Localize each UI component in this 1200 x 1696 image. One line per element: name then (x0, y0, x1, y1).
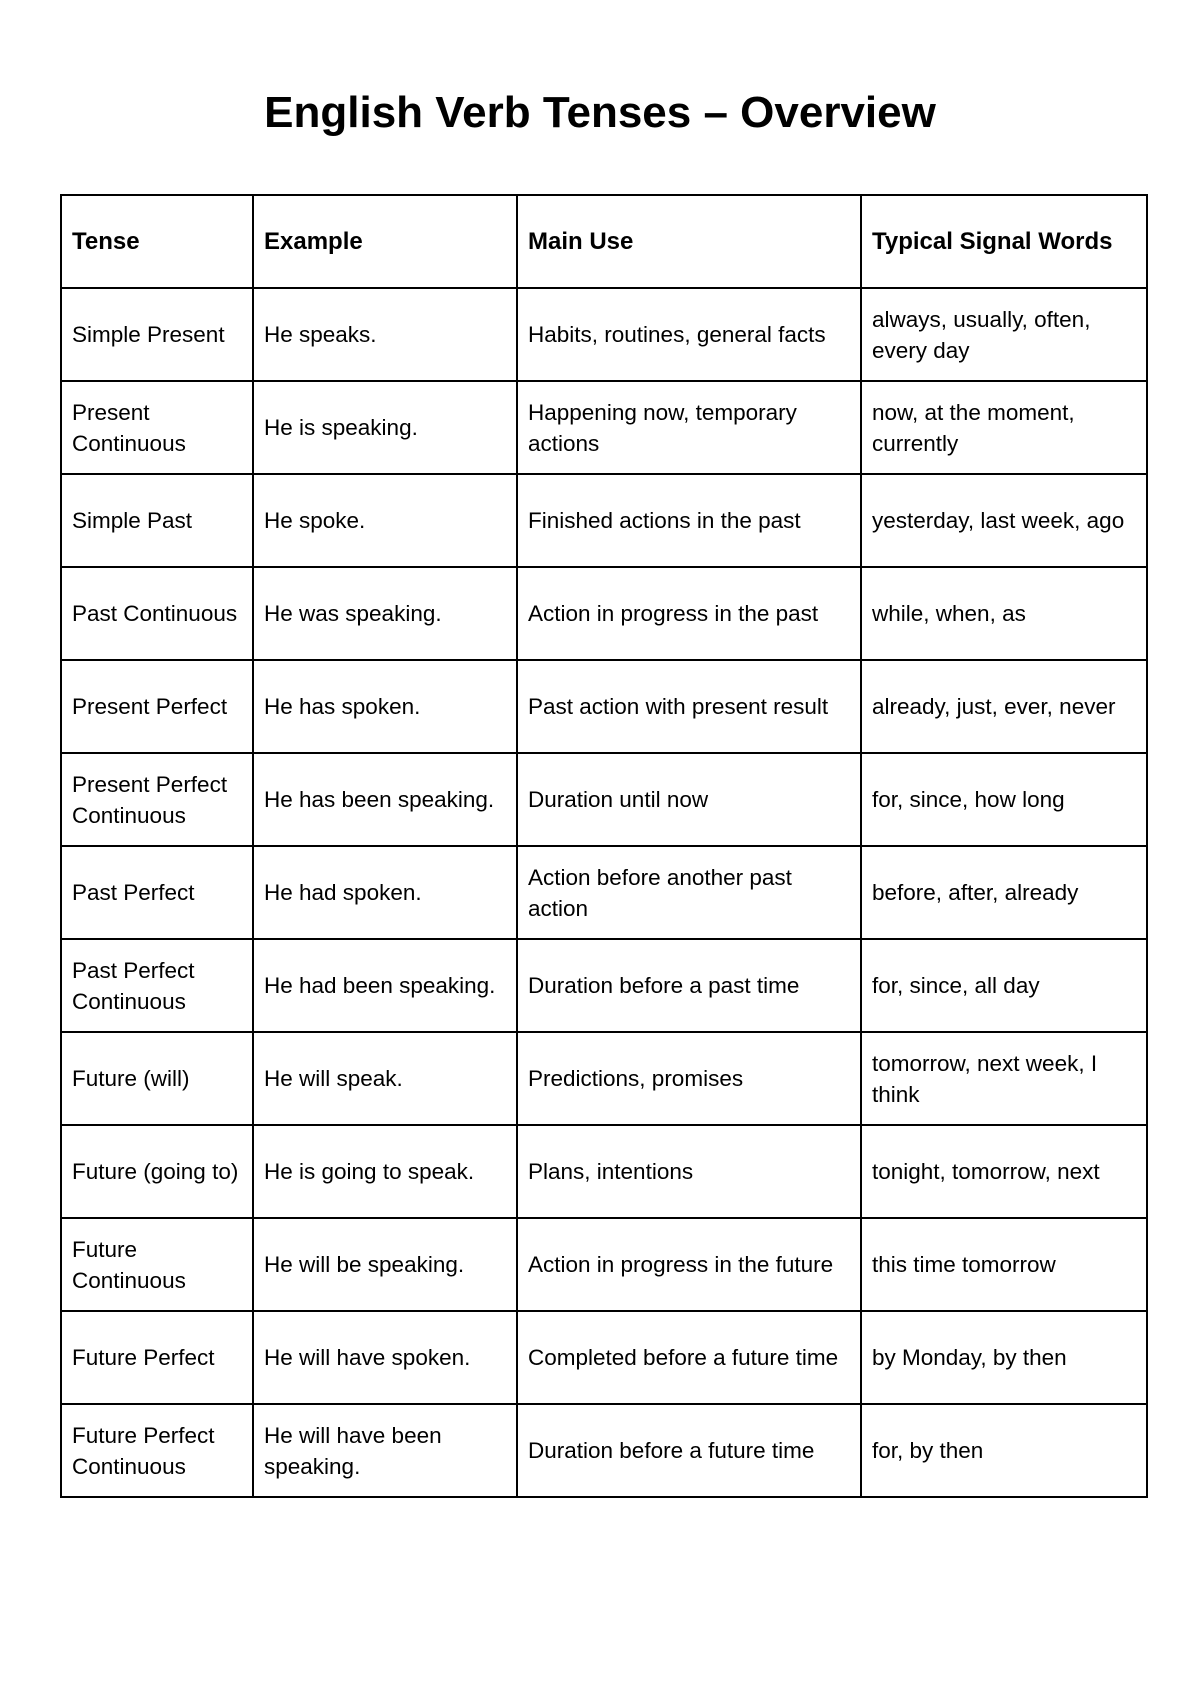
cell-tense: Past Continuous (61, 567, 253, 660)
cell-signal-words: yesterday, last week, ago (861, 474, 1147, 567)
tenses-table (60, 194, 1148, 1498)
cell-signal-words: tomorrow, next week, I think (861, 1032, 1147, 1125)
cell-signal-words: for, by then (861, 1404, 1147, 1497)
cell-example: He will be speaking. (253, 1218, 517, 1311)
cell-main-use: Predictions, promises (517, 1032, 861, 1125)
cell-tense: Past Perfect Continuous (61, 939, 253, 1032)
cell-main-use: Action in progress in the past (517, 567, 861, 660)
cell-tense: Future (going to) (61, 1125, 253, 1218)
cell-example: He has been speaking. (253, 753, 517, 846)
header-tense: Tense (61, 195, 253, 288)
cell-signal-words: this time tomorrow (861, 1218, 1147, 1311)
table-row (61, 660, 1147, 753)
cell-tense: Past Perfect (61, 846, 253, 939)
cell-example: He was speaking. (253, 567, 517, 660)
table-row (61, 1032, 1147, 1125)
cell-signal-words: for, since, how long (861, 753, 1147, 846)
cell-signal-words: for, since, all day (861, 939, 1147, 1032)
cell-signal-words: before, after, already (861, 846, 1147, 939)
cell-main-use: Completed before a future time (517, 1311, 861, 1404)
cell-tense: Present Continuous (61, 381, 253, 474)
cell-example: He will have spoken. (253, 1311, 517, 1404)
cell-main-use: Plans, intentions (517, 1125, 861, 1218)
cell-tense: Present Perfect (61, 660, 253, 753)
cell-example: He will have been speaking. (253, 1404, 517, 1497)
cell-signal-words: tonight, tomorrow, next (861, 1125, 1147, 1218)
cell-main-use: Duration before a past time (517, 939, 861, 1032)
table-row (61, 1218, 1147, 1311)
cell-tense: Future Perfect Continuous (61, 1404, 253, 1497)
cell-tense: Present Perfect Continuous (61, 753, 253, 846)
cell-main-use: Past action with present result (517, 660, 861, 753)
cell-signal-words: while, when, as (861, 567, 1147, 660)
cell-main-use: Action before another past action (517, 846, 861, 939)
table-body (61, 288, 1147, 1497)
page-title: English Verb Tenses – Overview (264, 88, 936, 137)
cell-tense: Future Perfect (61, 1311, 253, 1404)
table-row (61, 939, 1147, 1032)
table-header-row (61, 195, 1147, 288)
cell-main-use: Duration before a future time (517, 1404, 861, 1497)
table-row (61, 753, 1147, 846)
cell-example: He had been speaking. (253, 939, 517, 1032)
table-row (61, 1311, 1147, 1404)
cell-signal-words: by Monday, by then (861, 1311, 1147, 1404)
cell-main-use: Duration until now (517, 753, 861, 846)
cell-example: He will speak. (253, 1032, 517, 1125)
cell-main-use: Habits, routines, general facts (517, 288, 861, 381)
cell-example: He had spoken. (253, 846, 517, 939)
cell-signal-words: already, just, ever, never (861, 660, 1147, 753)
cell-tense: Future (will) (61, 1032, 253, 1125)
table-row (61, 1125, 1147, 1218)
table-row (61, 381, 1147, 474)
cell-main-use: Happening now, temporary actions (517, 381, 861, 474)
cell-signal-words: now, at the moment, currently (861, 381, 1147, 474)
header-signal-words: Typical Signal Words (861, 195, 1147, 288)
table-row (61, 567, 1147, 660)
table-row (61, 288, 1147, 381)
table-row (61, 846, 1147, 939)
header-example: Example (253, 195, 517, 288)
cell-example: He spoke. (253, 474, 517, 567)
cell-example: He has spoken. (253, 660, 517, 753)
header-main-use: Main Use (517, 195, 861, 288)
cell-main-use: Finished actions in the past (517, 474, 861, 567)
table-row (61, 474, 1147, 567)
cell-tense: Simple Present (61, 288, 253, 381)
cell-signal-words: always, usually, often, every day (861, 288, 1147, 381)
cell-example: He is going to speak. (253, 1125, 517, 1218)
cell-tense: Future Continuous (61, 1218, 253, 1311)
cell-example: He is speaking. (253, 381, 517, 474)
cell-example: He speaks. (253, 288, 517, 381)
cell-tense: Simple Past (61, 474, 253, 567)
cell-main-use: Action in progress in the future (517, 1218, 861, 1311)
table-row (61, 1404, 1147, 1497)
